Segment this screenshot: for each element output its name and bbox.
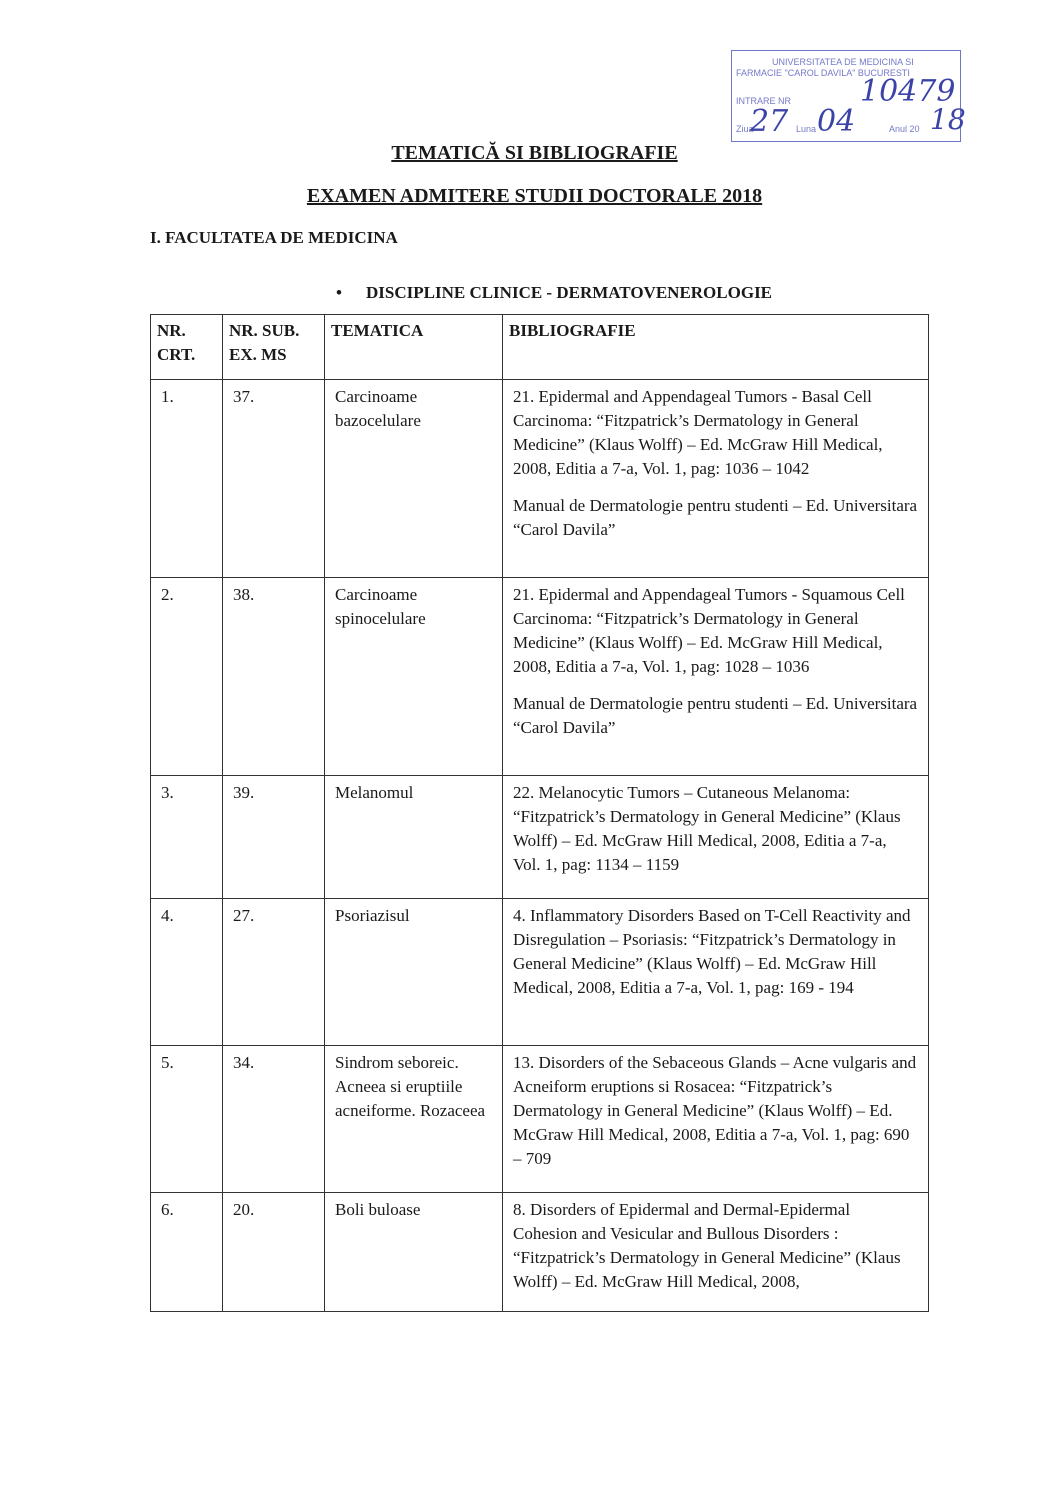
cell-sub: 20. xyxy=(223,1193,325,1312)
cell-bibliografie xyxy=(503,1046,929,1193)
cell-tematica: Melanomul xyxy=(325,776,503,899)
table-row xyxy=(151,776,929,899)
document-subtitle: EXAMEN ADMITERE STUDII DOCTORALE 2018 xyxy=(306,185,763,207)
header-nr-crt: NR. CRT. xyxy=(151,315,223,380)
stamp-line-2: FARMACIE "CAROL DAVILA" BUCURESTI xyxy=(736,68,910,78)
bullet-icon: • xyxy=(336,283,342,302)
stamp-year-value: 18 xyxy=(930,103,966,136)
cell-bibliografie xyxy=(503,899,929,1046)
document-title: TEMATICĂ SI BIBLIOGRAFIE xyxy=(391,142,678,164)
cell-nr: 3. xyxy=(151,776,223,899)
bibliography-entry: 13. Disorders of the Sebaceous Glands – Acne vulgaris and Acneiform eruptions si Rosacea: “Fitzpatrick’s Dermatology in General Medicine” (Klaus Wolff) – Ed. McGraw Hill Medical, 2008, Editia a 7-a, Vol. 1, pag: 690 – 709 xyxy=(513,1053,917,1168)
header-tematica: TEMATICA xyxy=(325,315,503,380)
cell-nr: 6. xyxy=(151,1193,223,1312)
table-row xyxy=(151,1046,929,1193)
stamp-month-value: 04 xyxy=(817,104,856,139)
bibliography-entry: 21. Epidermal and Appendageal Tumors - Basal Cell Carcinoma: “Fitzpatrick’s Dermatology in General Medicine” (Klaus Wolff) – Ed. McGraw Hill Medical, 2008, Editia a 7-a, Vol. 1, pag: 1036 – 1042 xyxy=(513,387,883,478)
cell-tematica: Boli buloase xyxy=(325,1193,503,1312)
registration-stamp xyxy=(731,50,966,142)
cell-bibliografie xyxy=(503,776,929,899)
cell-nr: 2. xyxy=(151,578,223,776)
cell-bibliografie xyxy=(503,578,929,776)
cell-nr: 5. xyxy=(151,1046,223,1193)
bibliography-entry: Manual de Dermatologie pentru studenti – Ed. Universitara “Carol Davila” xyxy=(513,694,918,737)
cell-sub: 38. xyxy=(223,578,325,776)
bibliography-entry: Manual de Dermatologie pentru studenti – Ed. Universitara “Carol Davila” xyxy=(513,496,918,539)
stamp-intrare-label: INTRARE NR xyxy=(736,96,792,106)
cell-tematica: Carcinoame bazocelulare xyxy=(325,380,503,578)
discipline-label: DISCIPLINE CLINICE - DERMATOVENEROLOGIE xyxy=(366,283,773,302)
stamp-anul-label: Anul 20 xyxy=(889,124,920,134)
cell-sub: 39. xyxy=(223,776,325,899)
bibliography-table xyxy=(150,314,929,1312)
cell-bibliografie xyxy=(503,380,929,578)
discipline-heading xyxy=(336,283,772,303)
cell-nr: 1. xyxy=(151,380,223,578)
stamp-intrare-number: 10479 xyxy=(860,74,956,109)
cell-sub: 37. xyxy=(223,380,325,578)
stamp-day-value: 27 xyxy=(750,104,789,139)
table-row xyxy=(151,380,929,578)
stamp-line-1: UNIVERSITATEA DE MEDICINA SI xyxy=(772,57,914,67)
bibliography-entry: 22. Melanocytic Tumors – Cutaneous Melanoma: “Fitzpatrick’s Dermatology in General Medicine” (Klaus Wolff) – Ed. McGraw Hill Medical, 2008, Editia a 7-a, Vol. 1, pag: 1134 – 1159 xyxy=(513,783,901,874)
cell-tematica: Sindrom seboreic. Acneea si eruptiile acneiforme. Rozaceea xyxy=(325,1046,503,1193)
table-row xyxy=(151,1193,929,1312)
cell-bibliografie xyxy=(503,1193,929,1312)
table-header-row xyxy=(151,315,929,380)
table-row xyxy=(151,899,929,1046)
bibliography-entry: 21. Epidermal and Appendageal Tumors - Squamous Cell Carcinoma: “Fitzpatrick’s Dermatology in General Medicine” (Klaus Wolff) – Ed. McGraw Hill Medical, 2008, Editia a 7-a, Vol. 1, pag: 1028 – 1036 xyxy=(513,585,905,676)
cell-tematica: Carcinoame spinocelulare xyxy=(325,578,503,776)
cell-sub: 34. xyxy=(223,1046,325,1193)
cell-tematica: Psoriazisul xyxy=(325,899,503,1046)
table-row xyxy=(151,578,929,776)
cell-nr: 4. xyxy=(151,899,223,1046)
faculty-heading: I. FACULTATEA DE MEDICINA xyxy=(150,228,398,247)
header-bibliografie: BIBLIOGRAFIE xyxy=(503,315,929,380)
header-nr-sub: NR. SUB. EX. MS xyxy=(223,315,325,380)
stamp-ziua-label: Ziua xyxy=(736,124,754,134)
bibliography-entry: 8. Disorders of Epidermal and Dermal-Epidermal Cohesion and Vesicular and Bullous Disorders : “Fitzpatrick’s Dermatology in General Medicine” (Klaus Wolff) – Ed. McGraw Hill Medical, 2008, xyxy=(513,1200,901,1291)
stamp-luna-label: Luna xyxy=(796,124,817,134)
cell-sub: 27. xyxy=(223,899,325,1046)
bibliography-entry: 4. Inflammatory Disorders Based on T-Cell Reactivity and Disregulation – Psoriasis: “Fitzpatrick’s Dermatology in General Medicine” (Klaus Wolff) – Ed. McGraw Hill Medical, 2008, Editia a 7-a, Vol. 1, pag: 169 - 194 xyxy=(513,906,911,997)
